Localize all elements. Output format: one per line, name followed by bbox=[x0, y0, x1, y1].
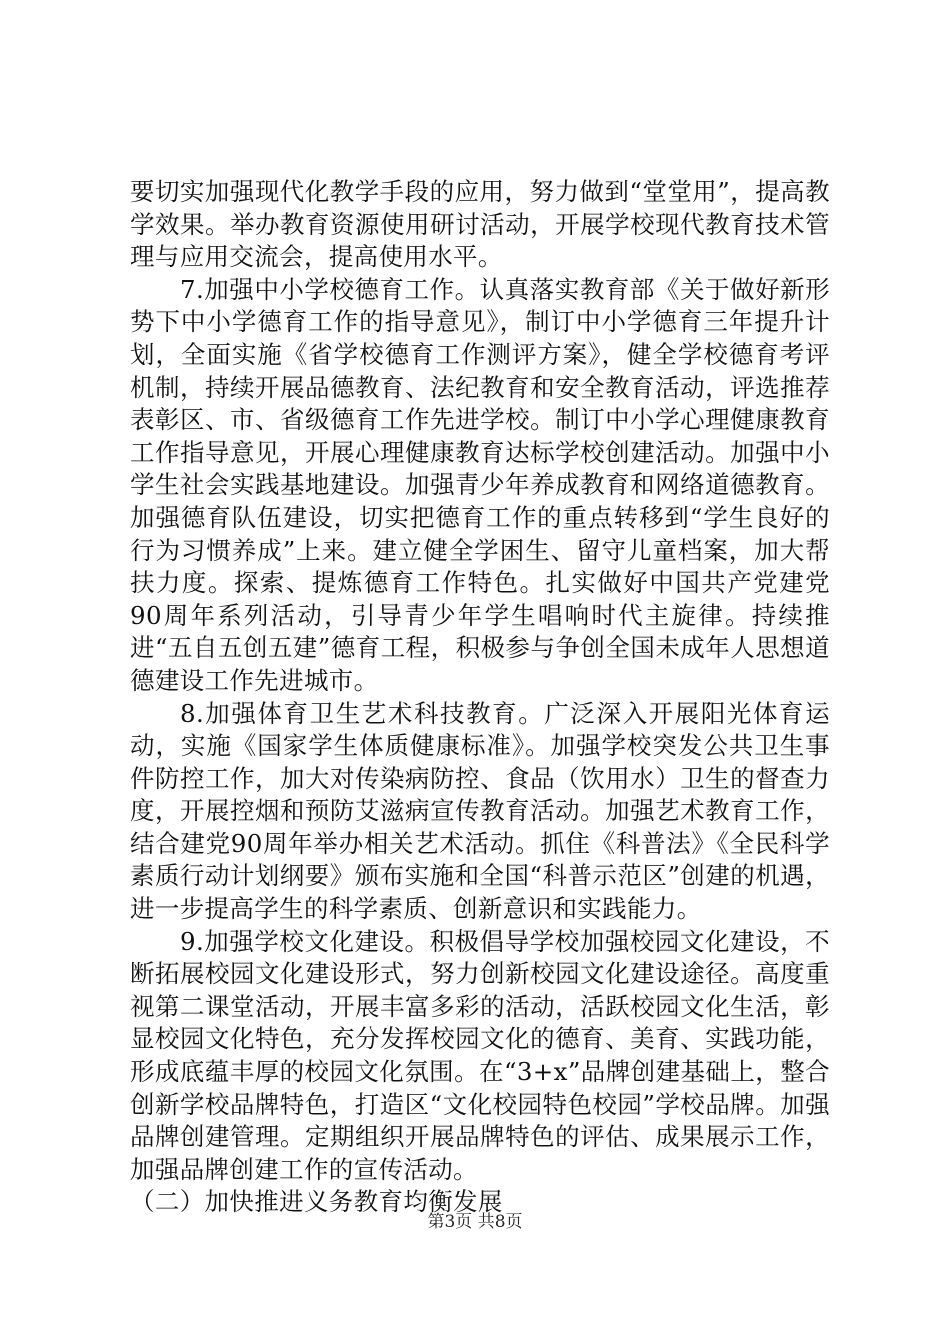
paragraph-item-9: 9.加强学校文化建设。积极倡导学校加强校园文化建设，不断拓展校园文化建设形式，努力创新校园文化建设途径。高度重视第二课堂活动，开展丰富多彩的活动，活跃校园文化生活，彰显校园文化特色，充分发挥校园文化的德育、美育、实践功能，形成底蕴丰厚的校园文化氛围。在“3+x”品牌创建基础上，整合创新学校品牌特色，打造区“文化校园特色校园”学校品牌。加强品牌创建管理。定期组织开展品牌特色的评估、成果展示工作，加强品牌创建工作的宣传活动。 bbox=[130, 926, 830, 1184]
section-heading: （二）加快推进义务教育均衡发展 bbox=[130, 1187, 503, 1217]
paragraph-item-8: 8.加强体育卫生艺术科技教育。广泛深入开展阳光体育运动，实施《国家学生体质健康标准》。加强学校突发公共卫生事件防控工作，加大对传染病防控、食品（饮用水）卫生的督查力度，开展控烟和预防艾滋病宣传教育活动。加强艺术教育工作，结合建党90周年举办相关艺术活动。抓住《科普法》《全民科学素质行动计划纲要》颁布实施和全国“科普示范区”创建的机遇，进一步提高学生的科学素质、创新意识和实践能力。 bbox=[130, 698, 830, 924]
paragraph-continuation: 要切实加强现代化教学手段的应用，努力做到“堂堂用”，提高教学效果。举办教育资源使用研讨活动，开展学校现代教育技术管理与应用交流会，提高使用水平。 bbox=[130, 177, 830, 272]
paragraph-item-7: 7.加强中小学校德育工作。认真落实教育部《关于做好新形势下中小学德育工作的指导意见》，制订中小学德育三年提升计划，全面实施《省学校德育工作测评方案》，健全学校德育考评机制，持续开展品德教育、法纪教育和安全教育活动，评选推荐表彰区、市、省级德育工作先进学校。制订中小学心理健康教育工作指导意见，开展心理健康教育达标学校创建活动。加强中小学生社会实践基地建设。加强青少年养成教育和网络道德教育。加强德育队伍建设，切实把德育工作的重点转移到“学生良好的行为习惯养成”上来。建立健全学困生、留守儿童档案，加大帮扶力度。探索、提炼德育工作特色。扎实做好中国共产党建党90周年系列活动，引导青少年学生唱响时代主旋律。持续推进“五自五创五建”德育工程，积极参与争创全国未成年人思想道德建设工作先进城市。 bbox=[130, 274, 830, 695]
document-body bbox=[130, 176, 830, 1219]
page-footer: 第3页 共8页 bbox=[427, 1212, 523, 1232]
